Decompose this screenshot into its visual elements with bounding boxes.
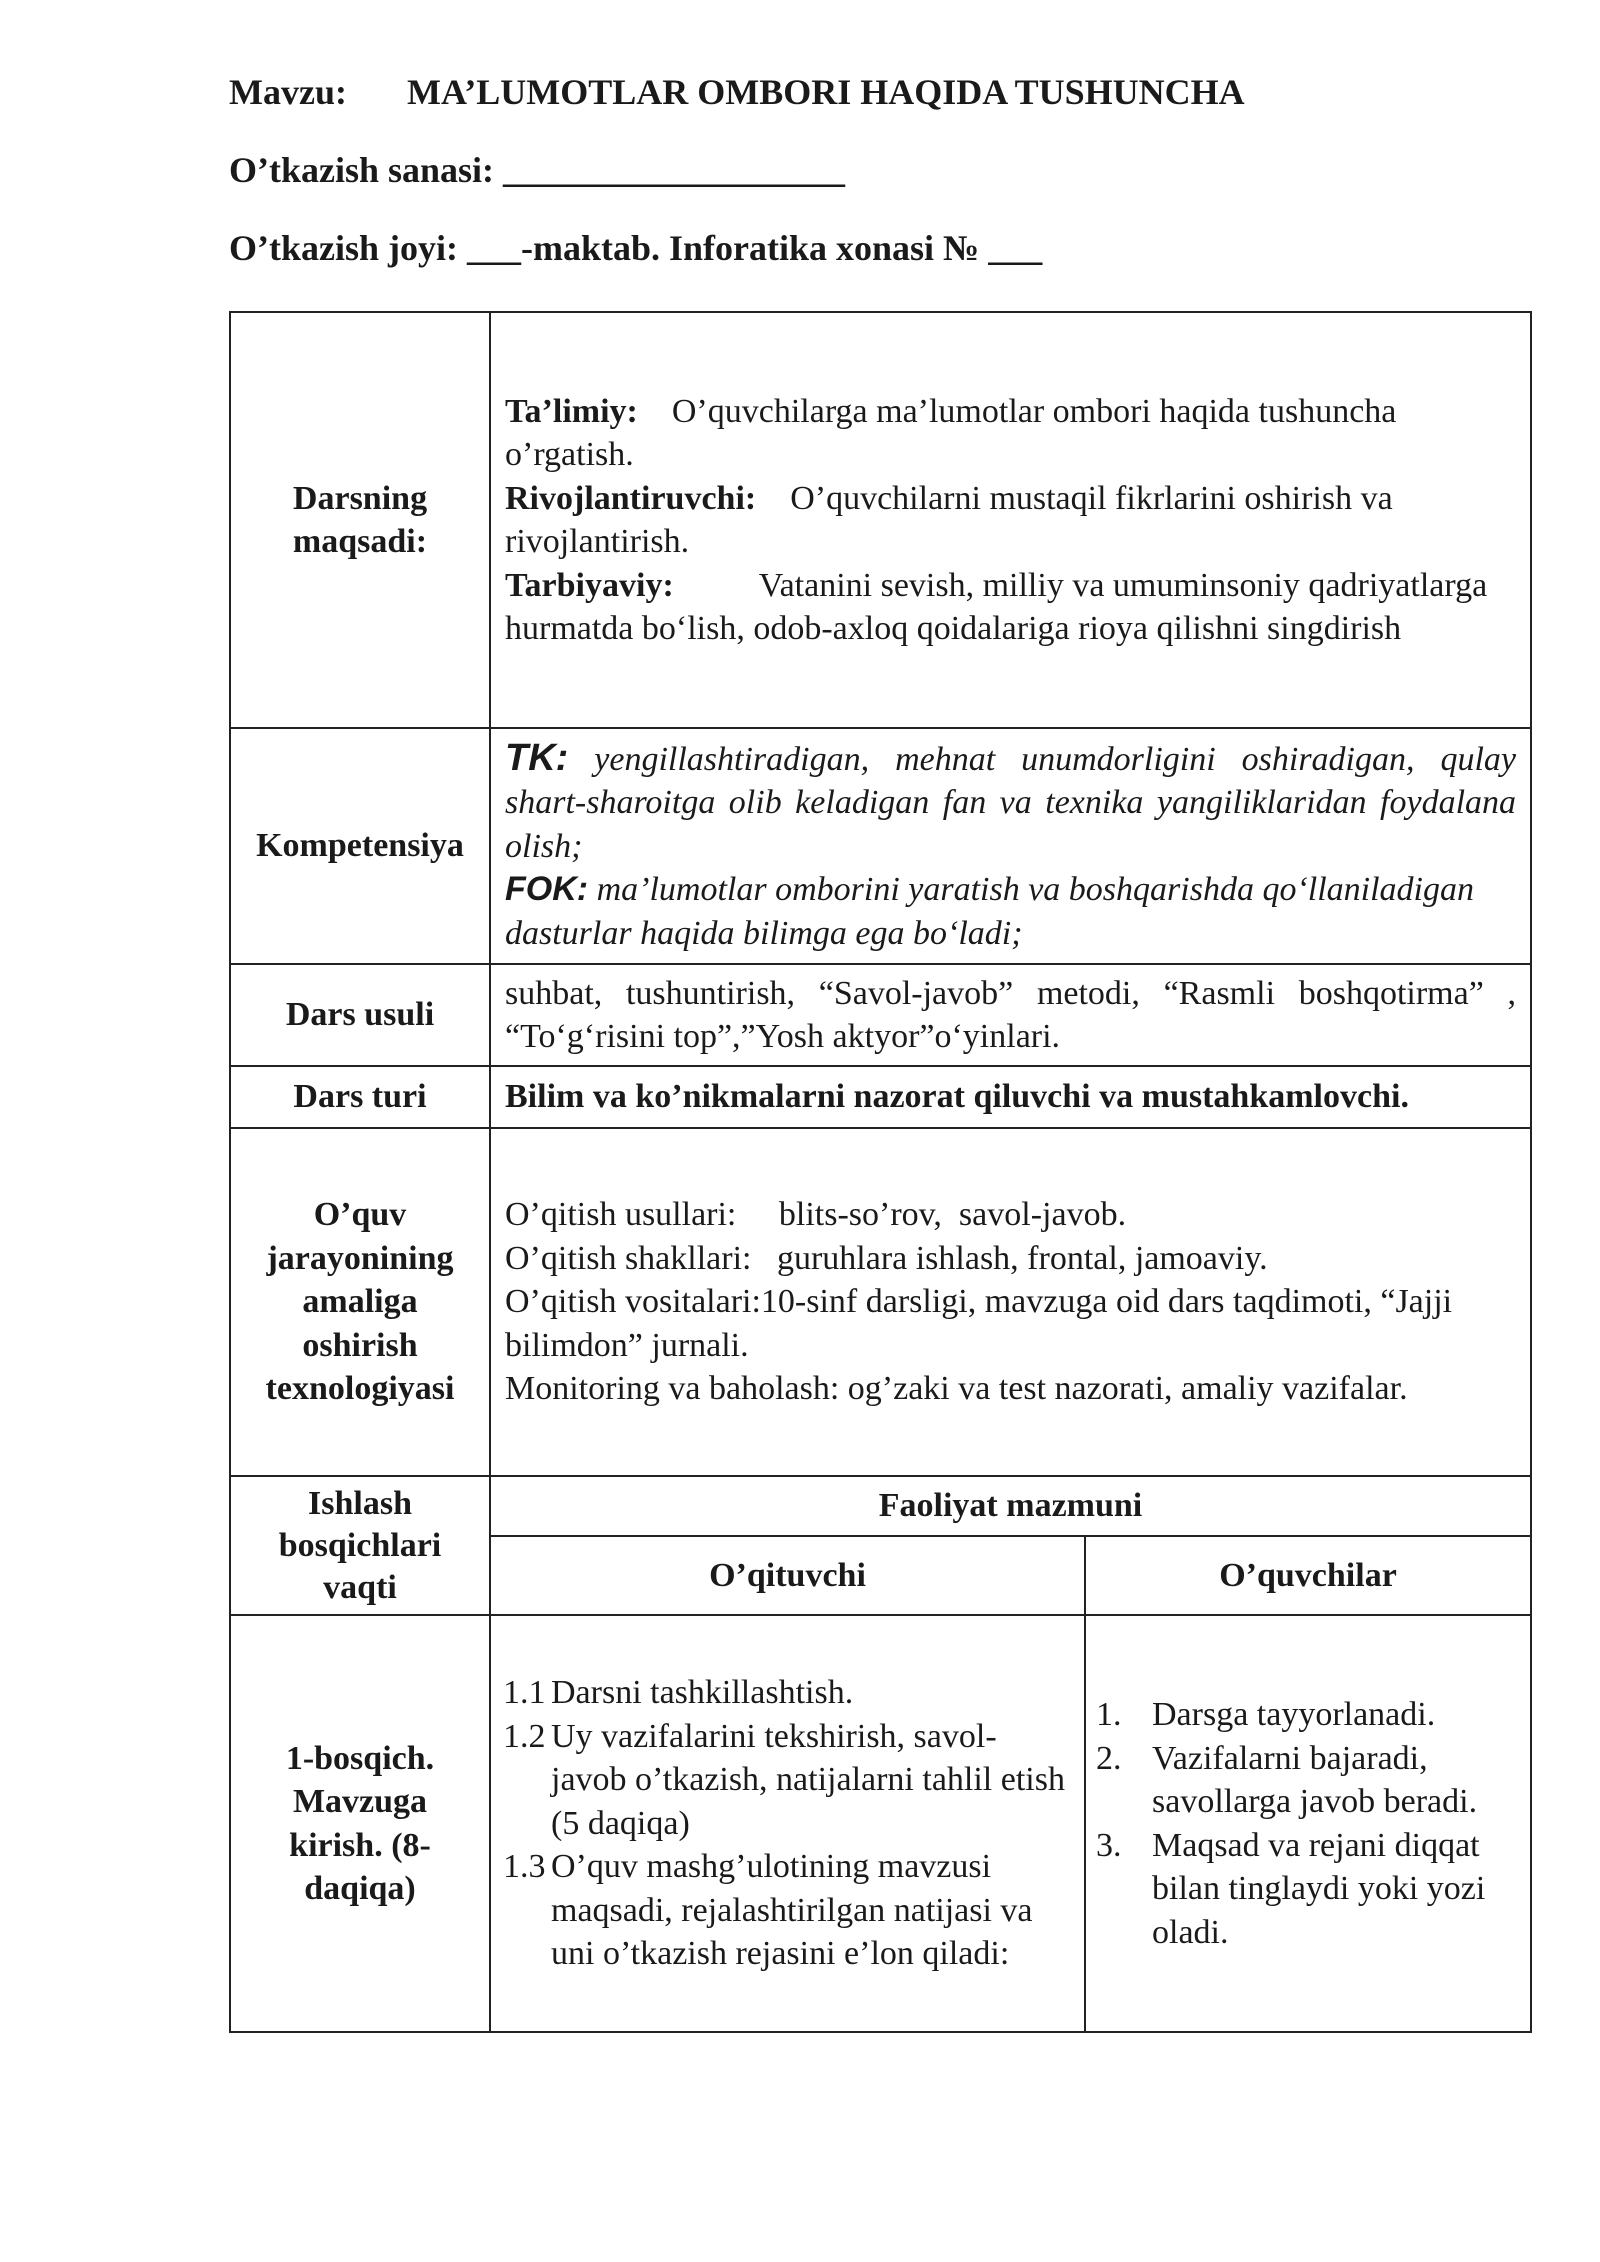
- upbringing-goal: [505, 564, 1516, 651]
- list-item: 1.2 Uy vazifalarini tekshirish, savol-javob o’tkazish, natijalarni tahlil etish (5 daqiqa): [503, 1717, 1065, 1842]
- type-text: Bilim va ko’nikmalarni nazorat qiluvchi va mustahkamlovchi.: [490, 1066, 1531, 1128]
- stage1-teacher: [490, 1615, 1085, 2032]
- topic-line: [229, 70, 1245, 114]
- place-line: O’tkazish joyi: ___-maktab. Inforatika xonasi № ___: [229, 228, 1043, 268]
- method-row: [230, 964, 1531, 1066]
- educational-goal-text: O’quvchilarga ma’lumotlar ombori haqida tushuncha o’rgatish.: [505, 392, 1397, 473]
- fok-competency: [505, 868, 1516, 955]
- technology-label: O’quv jarayonining amaliga oshirish texnologiyasi: [230, 1128, 490, 1476]
- date-line: O’tkazish sanasi: ___________________: [229, 150, 846, 190]
- fok-label: FOK:: [505, 870, 589, 909]
- stage1-row: [230, 1615, 1531, 2032]
- upbringing-goal-label: Tarbiyaviy:: [505, 566, 674, 604]
- teaching-methods: O’qitish usullari: blits-so’rov, savol-javob.: [505, 1196, 1127, 1234]
- activity-header-row: [230, 1476, 1531, 1536]
- lesson-plan-table: [229, 311, 1532, 2033]
- list-item: 1.1 Darsni tashkillashtish.: [503, 1674, 854, 1712]
- educational-goal: [505, 390, 1516, 477]
- students-header: O’quvchilar: [1085, 1536, 1531, 1615]
- stage-time-header: Ishlash bosqichlari vaqti: [230, 1476, 490, 1615]
- goal-row: [230, 312, 1531, 728]
- teaching-tools: O’qitish vositalari:10-sinf darsligi, mavzuga oid dars taqdimoti, “Jajji bilimdon” jurnali.: [505, 1283, 1453, 1364]
- method-label: Dars usuli: [230, 964, 490, 1066]
- teacher-header: O’qituvchi: [490, 1536, 1085, 1615]
- competency-label: Kompetensiya: [230, 728, 490, 964]
- teaching-forms: O’qitish shakllari: guruhlara ishlash, frontal, jamoaviy.: [505, 1239, 1268, 1277]
- topic-title: MA’LUMOTLAR OMBORI HAQIDA TUSHUNCHA: [406, 72, 1245, 112]
- topic-label: Mavzu:: [229, 72, 347, 112]
- method-text: suhbat, tushuntirish, “Savol-javob” metodi, “Rasmli boshqotirma” , “To‘g‘risini top”,”Yosh aktyor”o‘yinlari.: [490, 964, 1531, 1066]
- type-row: [230, 1066, 1531, 1128]
- tk-label: TK:: [505, 736, 569, 779]
- developmental-goal-text: O’quvchilarni mustaqil fikrlarini oshirish va rivojlantirish.: [505, 479, 1393, 560]
- list-item: 3. Maqsad va rejani diqqat bilan tinglaydi yoki yozi oladi.: [1096, 1826, 1486, 1951]
- activity-content-header: Faoliyat mazmuni: [490, 1476, 1531, 1536]
- tk-competency: [505, 737, 1516, 869]
- goal-label: Darsning maqsadi:: [230, 312, 490, 728]
- upbringing-goal-text: Vatanini sevish, milliy va umuminsoniy qadriyatlarga hurmatda bo‘lish, odob-axloq qoidalariga rioya qilishni singdirish: [505, 566, 1488, 647]
- stage1-label: 1-bosqich. Mavzuga kirish. (8-daqiqa): [230, 1615, 490, 2032]
- monitoring: Monitoring va baholash: og’zaki va test nazorati, amaliy vazifalar.: [505, 1370, 1408, 1408]
- list-item: 2. Vazifalarni bajaradi, savollarga javob beradi.: [1096, 1739, 1478, 1820]
- technology-row: [230, 1128, 1531, 1476]
- technology-content: [490, 1128, 1531, 1476]
- fok-text: ma’lumotlar omborini yaratish va boshqarishda qo‘llaniladigan dasturlar haqida bilimga ega bo‘ladi;: [505, 871, 1475, 952]
- teacher-activity-list: [503, 1671, 1070, 1976]
- tk-text: yengillashtiradigan, mehnat unumdorligini oshiradigan, qulay shart-sharoitga olib keladigan fan va texnika yangiliklaridan foydalana olish;: [505, 740, 1517, 865]
- list-item: 1.3 O’quv mashg’ulotining mavzusi maqsadi, rejalashtirilgan natijasi va uni o’tkazish rejasini e’lon qiladi:: [503, 1848, 1033, 1973]
- student-activity-list: [1096, 1693, 1516, 1954]
- developmental-goal-label: Rivojlantiruvchi:: [505, 479, 757, 517]
- developmental-goal: [505, 477, 1516, 564]
- educational-goal-label: Ta’limiy:: [505, 392, 638, 430]
- stage1-students: [1085, 1615, 1531, 2032]
- list-item: 1. Darsga tayyorlanadi.: [1096, 1696, 1436, 1733]
- goal-content: [490, 312, 1531, 728]
- competency-row: [230, 728, 1531, 964]
- type-label: Dars turi: [230, 1066, 490, 1128]
- competency-content: [490, 728, 1531, 964]
